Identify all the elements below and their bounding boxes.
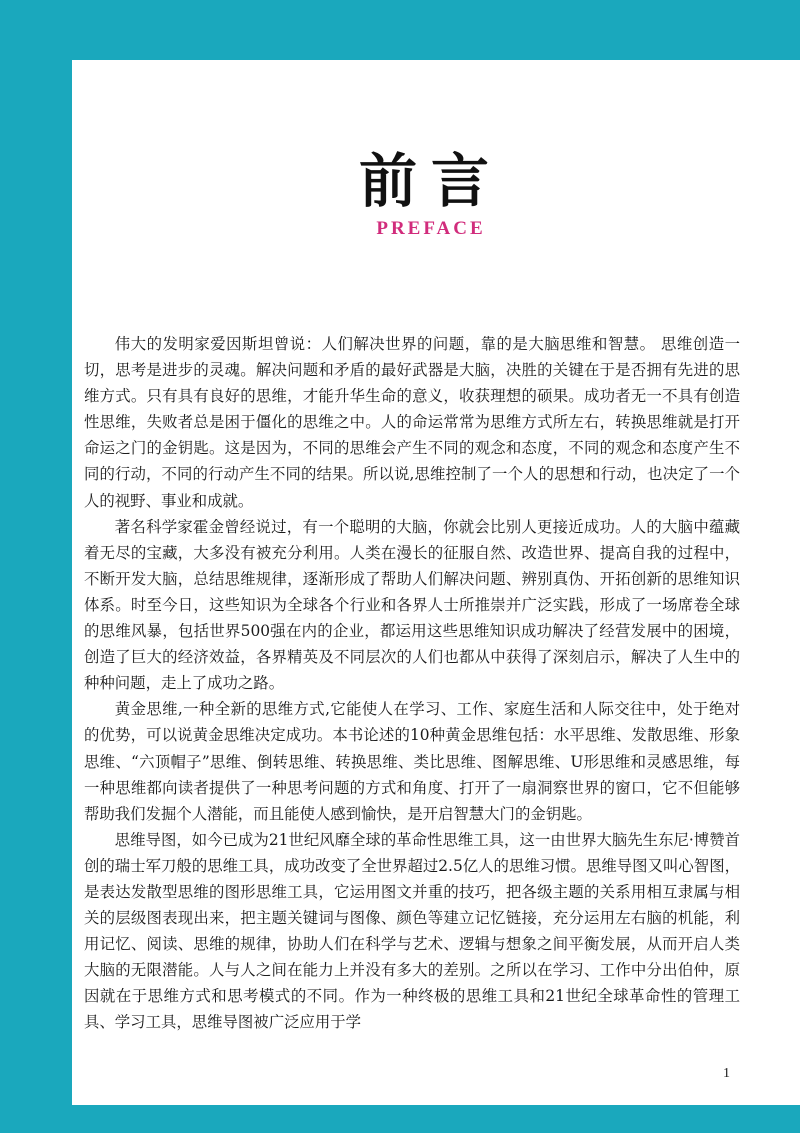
paragraph-3: 黄金思维,一种全新的思维方式,它能使人在学习、工作、家庭生活和人际交往中，处于绝对的优势，可以说黄金思维决定成功。本书论述的10种黄金思维包括：水平思维、发散思维、形象思维、“六顶帽子”思维、倒转思维、转换思维、类比思维、图解思维、U形思维和灵感思维，每一种思维都向读者提供了一种思考问题的方式和角度、打开了一扇洞察世界的窗口，它不但能够帮助我们发掘个人潜能，而且能使人感到愉快，是开启智慧大门的金钥匙。 (84, 700, 740, 823)
preface-body (84, 331, 740, 1036)
book-page (72, 60, 800, 1105)
page-title: 前言 (358, 147, 503, 215)
page-number: 1 (723, 1066, 730, 1081)
page-subtitle: PREFACE (376, 218, 486, 239)
paragraph-2: 著名科学家霍金曾经说过，有一个聪明的大脑，你就会比别人更接近成功。人的大脑中蕴藏着无尽的宝藏，大多没有被充分利用。人类在漫长的征服自然、改造世界、提高自我的过程中，不断开发大脑，总结思维规律，逐渐形成了帮助人们解决问题、辨别真伪、开拓创新的思维知识体系。时至今日，这些知识为全球各个行业和各界人士所推崇并广泛实践，形成了一场席卷全球的思维风暴，包括世界500强在内的企业，都运用这些思维知识成功解决了经营发展中的困境，创造了巨大的经济效益，各界精英及不同层次的人们也都从中获得了深刻启示，解决了人生中的种种问题，走上了成功之路。 (84, 517, 740, 693)
title-block (72, 148, 800, 240)
paragraph-4: 思维导图，如今已成为21世纪风靡全球的革命性思维工具，这一由世界大脑先生东尼·博赞首创的瑞士军刀般的思维工具，成功改变了全世界超过2.5亿人的思维习惯。思维导图又叫心智图，是表达发散型思维的图形思维工具，它运用图文并重的技巧，把各级主题的关系用相互隶属与相关的层级图表现出来，把主题关键词与图像、颜色等建立记忆链接，充分运用左右脑的机能，利用记忆、阅读、思维的规律，协助人们在科学与艺术、逻辑与想象之间平衡发展，从而开启人类大脑的无限潜能。人与人之间在能力上并没有多大的差别。之所以在学习、工作中分出伯仲，原因就在于思维方式和思考模式的不同。作为一种终极的思维工具和21世纪全球革命性的管理工具、学习工具，思维导图被广泛应用于学 (84, 830, 740, 1032)
paragraph-1: 伟大的发明家爱因斯坦曾说：人们解决世界的问题，靠的是大脑思维和智慧。 思维创造一切，思考是进步的灵魂。解决问题和矛盾的最好武器是大脑，决胜的关键在于是否拥有先进的思维方式。只有具有良好的思维，才能升华生命的意义，收获理想的硕果。成功者无一不具有创造性思维，失败者总是困于僵化的思维之中。人的命运常常为思维方式所左右，转换思维就是打开命运之门的金钥匙。这是因为，不同的思维会产生不同的观念和态度，不同的观念和态度产生不同的行动，不同的行动产生不同的结果。所以说,思维控制了一个人的思想和行动，也决定了一个人的视野、事业和成就。 (84, 335, 740, 510)
